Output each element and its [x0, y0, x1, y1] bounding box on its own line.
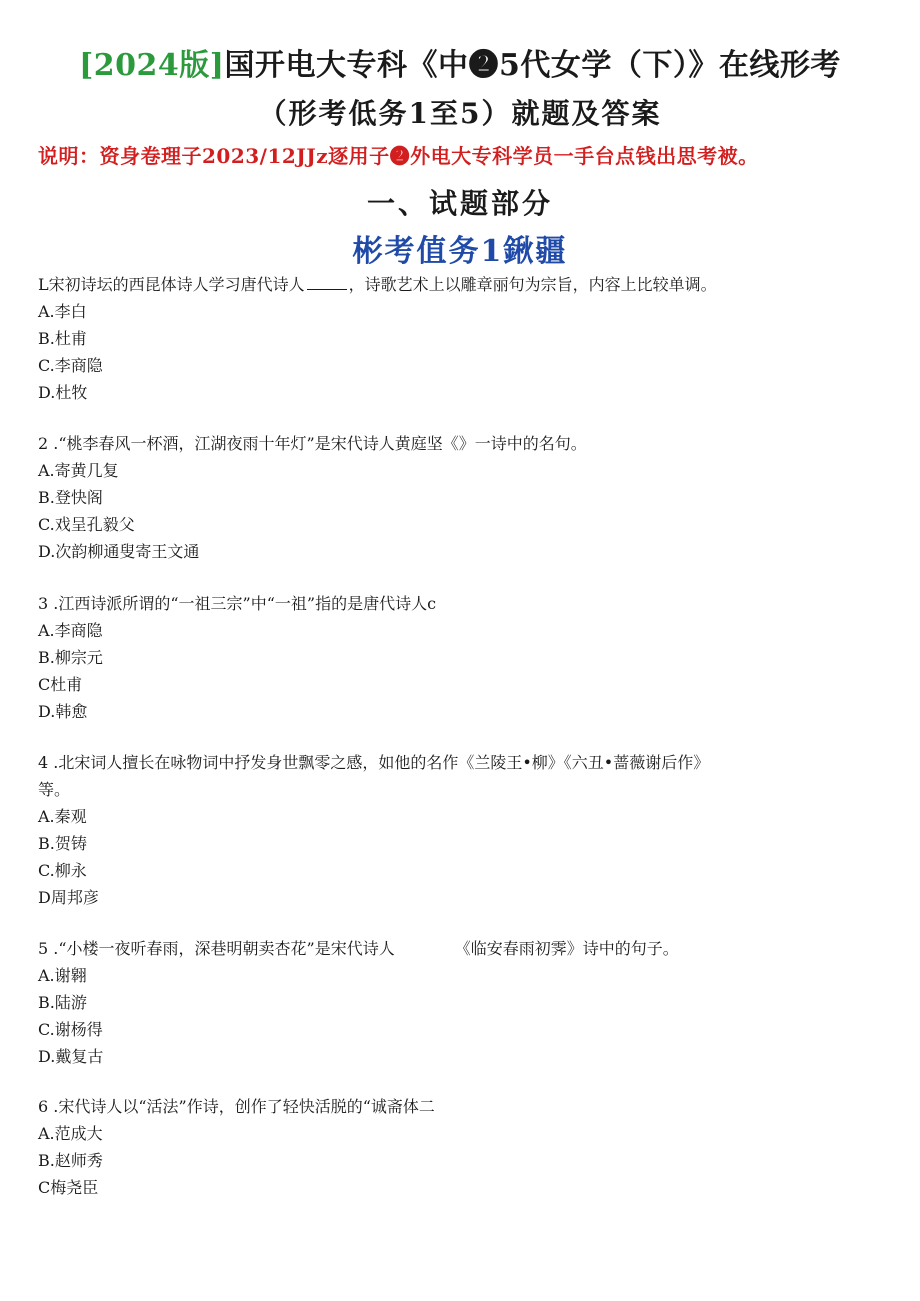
option-a: A.李商隐 — [38, 621, 103, 640]
option-c: C.柳永 — [38, 861, 87, 880]
question-stem: 6 .宋代诗人以“活法”作诗，创作了轻快活脱的“诚斋体二 — [38, 1097, 435, 1116]
option-a: A.李白 — [38, 302, 87, 321]
document-subtitle: （形考低务1至5）就题及答案 — [258, 97, 662, 130]
option-a: A.谢翱 — [38, 966, 87, 985]
option-c: C杜甫 — [38, 675, 83, 694]
task-title: 彬考值务1鍬疆 — [352, 234, 568, 269]
question-3 — [38, 590, 436, 725]
question-stem-part: L宋初诗坛的西昆体诗人学习唐代诗人 — [38, 275, 305, 294]
option-d: D.韩愈 — [38, 702, 88, 721]
question-stem: 2 .“桃李春风一杯酒，江湖夜雨十年灯”是宋代诗人黄庭坚《》一诗中的名句。 — [38, 434, 587, 453]
question-stem — [38, 271, 717, 298]
title-tag: [2024版] — [79, 48, 225, 83]
option-b: B.赵师秀 — [38, 1151, 103, 1170]
question-stem-part: 《临安春雨初霁》诗中的句子。 — [454, 939, 679, 958]
title-text: 国开电大专科《中❷5代女学（下）》在线形考 — [224, 48, 841, 83]
option-a: A.寄黄几复 — [38, 461, 119, 480]
question-5 — [38, 935, 679, 1070]
section-title: 一、试题部分 — [366, 187, 553, 220]
option-b: B.陆游 — [38, 993, 87, 1012]
question-stem-part: 5 .“小楼一夜听春雨，深巷明朝卖杏花”是宋代诗人 — [38, 939, 395, 958]
question-stem-continued: 等。 — [38, 780, 71, 799]
question-stem-part: ，诗歌艺术上以雕章丽句为宗旨，内容上比较单调。 — [348, 275, 717, 294]
question-1 — [38, 271, 717, 406]
question-stem: 4 .北宋词人擅长在咏物词中抒发身世飘零之感，如他的名作《兰陵王•柳》《六丑•蔷薇谢后作》 — [38, 753, 710, 772]
option-b: B.柳宗元 — [38, 648, 103, 667]
option-d: D.杜牧 — [38, 383, 88, 402]
question-2 — [38, 430, 587, 565]
document-note: 说明：资身卷理子2023/12JJz逐用子❷外电大专科学员一手台点钱出思考被。 — [38, 144, 759, 168]
answer-blank — [307, 275, 347, 290]
option-d: D.戴复古 — [38, 1047, 104, 1066]
question-4 — [38, 749, 709, 911]
question-6 — [38, 1093, 435, 1201]
option-d: D.次韵柳通叟寄王文通 — [38, 542, 200, 561]
option-c: C.李商隐 — [38, 356, 103, 375]
option-c: C.戏呈孔毅父 — [38, 515, 135, 534]
option-c: C梅尧臣 — [38, 1178, 99, 1197]
option-a: A.秦观 — [38, 807, 87, 826]
option-b: B.贺铸 — [38, 834, 87, 853]
option-a: A.范成大 — [38, 1124, 103, 1143]
option-d: D周邦彦 — [38, 888, 99, 907]
option-b: B.杜甫 — [38, 329, 87, 348]
option-b: B.登快阁 — [38, 488, 103, 507]
question-stem — [38, 935, 679, 962]
question-stem: 3 .江西诗派所谓的“一祖三宗”中“一祖”指的是唐代诗人c — [38, 594, 437, 613]
document-title — [0, 40, 920, 84]
option-c: C.谢杨得 — [38, 1020, 103, 1039]
